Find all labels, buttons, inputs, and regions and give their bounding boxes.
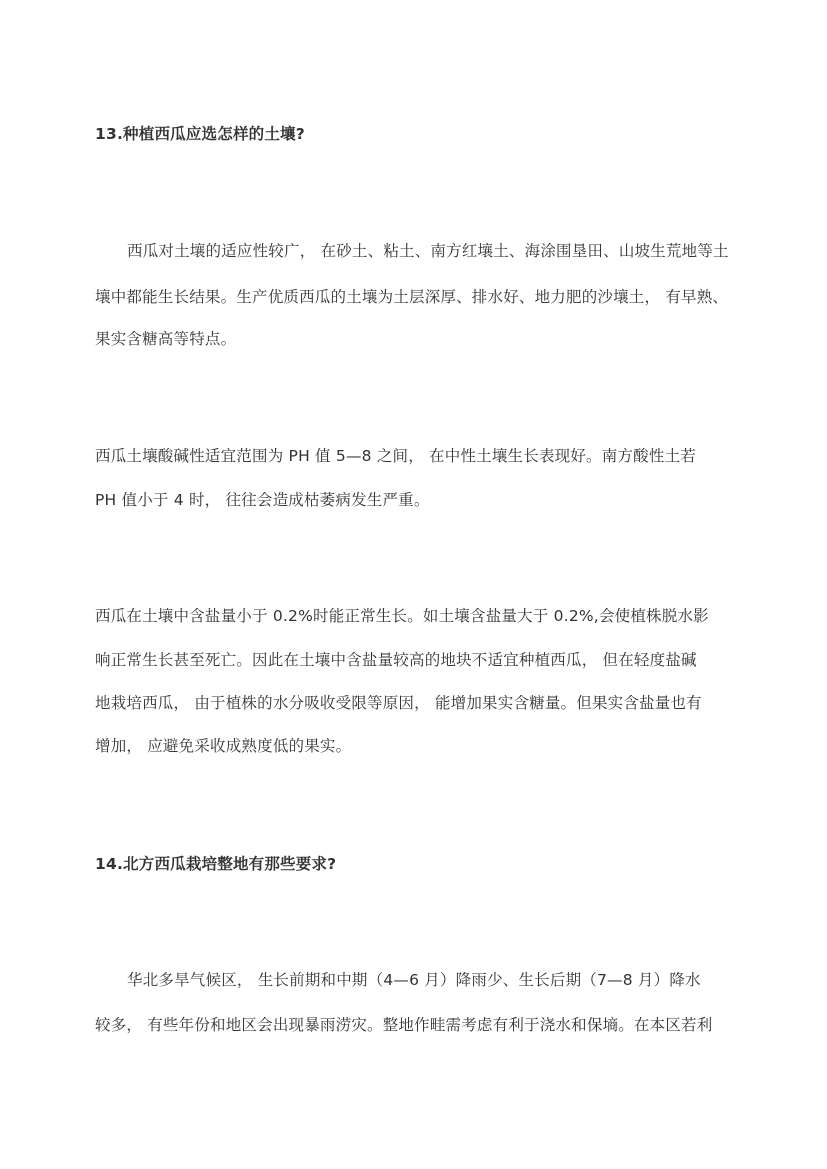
paragraph-line: 地栽培西瓜， 由于植株的水分吸收受限等原因， 能增加果实含糖量。但果实含盐量也有 [95, 694, 702, 712]
paragraph-line: 增加， 应避免采收成熟度低的果实。 [95, 737, 352, 755]
section-14-heading: 14.北方西瓜栽培整地有那些要求? [95, 855, 337, 873]
paragraph-line: PH 值小于 4 时， 往往会造成枯萎病发生严重。 [95, 491, 430, 509]
paragraph-line: 响正常生长甚至死亡。因此在土壤中含盐量较高的地块不适宜种植西瓜， 但在轻度盐碱 [95, 651, 697, 669]
paragraph-line: 西瓜土壤酸碱性适宜范围为 PH 值 5—8 之间， 在中性土壤生长表现好。南方酸性土若 [95, 447, 696, 465]
paragraph-line: 较多， 有些年份和地区会出现暴雨涝灾。整地作畦需考虑有利于浇水和保墒。在本区若利 [95, 1016, 713, 1034]
paragraph-line: 西瓜对土壤的适应性较广， 在砂土、粘土、南方红壤土、海涂围垦田、山坡生荒地等土 [127, 242, 729, 260]
section-13-heading: 13.种植西瓜应选怎样的土壤? [95, 125, 305, 143]
paragraph-line: 华北多旱气候区， 生长前期和中期（4—6 月）降雨少、生长后期（7—8 月）降水 [127, 971, 701, 989]
paragraph-line: 果实含糖高等特点。 [95, 330, 237, 348]
paragraph-line: 西瓜在土壤中含盐量小于 0.2%时能正常生长。如土壤含盐量大于 0.2%,会使植株脱水影 [95, 607, 709, 625]
paragraph-line: 壤中都能生长结果。生产优质西瓜的土壤为土层深厚、排水好、地力肥的沙壤土， 有早熟、 [95, 288, 729, 306]
